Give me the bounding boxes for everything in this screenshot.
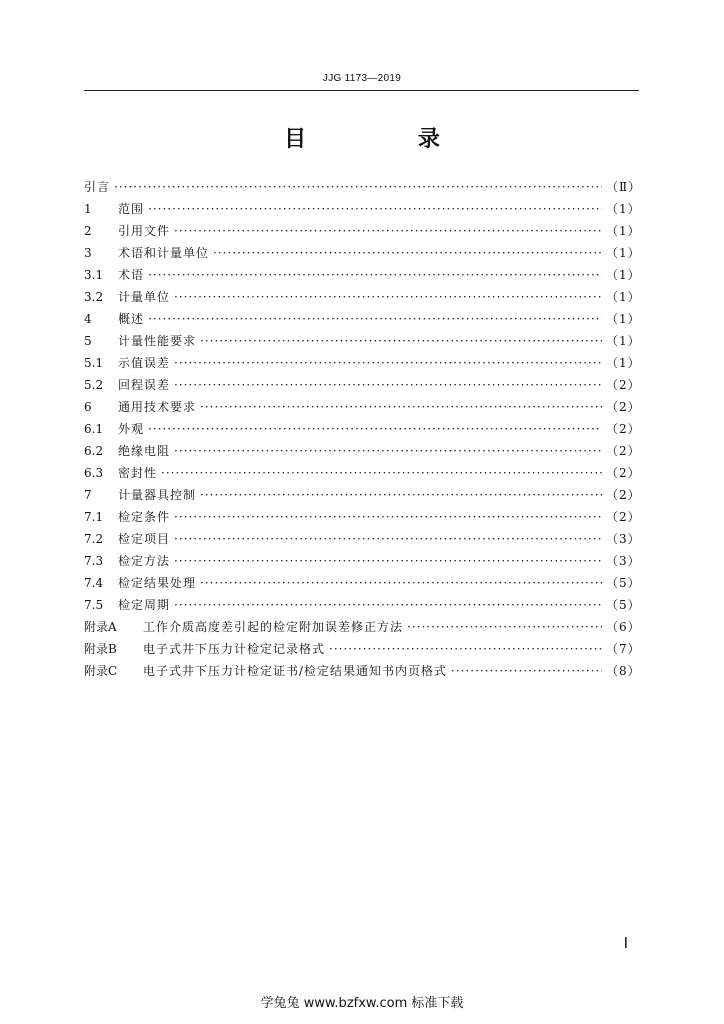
- toc-dot-leader: [174, 374, 602, 396]
- toc-entry-label: 工作介质高度差引起的检定附加误差修正方法: [143, 620, 404, 634]
- toc-entry-number: 7.5: [84, 598, 104, 612]
- toc-entry-number: 6.2: [84, 444, 104, 458]
- toc-entry[interactable]: [84, 176, 642, 198]
- toc-dot-leader: [451, 660, 602, 682]
- toc-entry-page: （1）: [606, 224, 641, 238]
- toc-entry-page: （1）: [606, 268, 641, 282]
- toc-entry-label: 引用文件: [118, 224, 171, 238]
- toc-entry-label: 术语: [118, 268, 145, 282]
- toc-dot-leader: [174, 440, 602, 462]
- toc-entry[interactable]: [84, 462, 639, 484]
- toc-entry-page: （3）: [606, 554, 641, 568]
- toc-entry[interactable]: [84, 374, 639, 396]
- toc-entry[interactable]: [84, 286, 639, 308]
- toc-entry-number: 3.1: [84, 268, 104, 282]
- toc-entry-label: 计量单位: [118, 290, 171, 304]
- toc-entry[interactable]: [84, 594, 639, 616]
- toc-entry[interactable]: [84, 352, 639, 374]
- toc-dot-leader: [200, 330, 602, 352]
- toc-entry-page: （2）: [606, 444, 641, 458]
- toc-entry-number: 5.2: [84, 378, 104, 392]
- toc-entry-number: 7: [84, 488, 92, 502]
- toc-entry-label: 密封性: [118, 466, 158, 480]
- toc-entry[interactable]: [84, 330, 639, 352]
- toc-entry[interactable]: [84, 528, 639, 550]
- toc-dot-leader: [148, 264, 602, 286]
- toc-entry[interactable]: [84, 220, 639, 242]
- toc-dot-leader: [148, 308, 602, 330]
- toc-entry-label: 概述: [118, 312, 145, 326]
- toc-entry-label: 检定结果处理: [118, 576, 197, 590]
- toc-entry-label: 外观: [118, 422, 145, 436]
- toc-dot-leader: [174, 528, 602, 550]
- page-number: Ⅰ: [623, 936, 628, 952]
- footer-watermark: 学兔兔 www.bzfxw.com 标准下载: [260, 996, 464, 1011]
- toc-entry-number: 7.1: [84, 510, 104, 524]
- toc-entry[interactable]: [84, 264, 639, 286]
- toc-entry-number: 7.4: [84, 576, 104, 590]
- toc-entry-number: 1: [84, 202, 92, 216]
- toc-entry-label: 计量性能要求: [118, 334, 197, 348]
- toc-entry-page: （1）: [606, 334, 641, 348]
- toc-entry[interactable]: [84, 616, 639, 638]
- toc-entry-number: 6.3: [84, 466, 104, 480]
- toc-entry-label: 检定周期: [118, 598, 171, 612]
- toc-dot-leader: [329, 638, 602, 660]
- toc-dot-leader: [200, 572, 602, 594]
- toc-entry-number: 5.1: [84, 356, 104, 370]
- toc-dot-leader: [200, 396, 602, 418]
- toc-entry-label: 检定条件: [118, 510, 171, 524]
- toc-entry-number: 4: [84, 312, 92, 326]
- toc-entry-label: 引言: [84, 180, 111, 194]
- toc-entry-number: 附录C: [84, 664, 118, 678]
- toc-dot-leader: [174, 286, 602, 308]
- toc-entry-label: 电子式井下压力计检定证书/检定结果通知书内页格式: [143, 664, 448, 678]
- toc-entry-page: （5）: [606, 576, 641, 590]
- toc-entry-label: 计量器具控制: [118, 488, 197, 502]
- toc-entry-label: 范围: [118, 202, 145, 216]
- toc-entry-number: 2: [84, 224, 92, 238]
- toc-dot-leader: [114, 176, 602, 198]
- toc-entry-page: （6）: [606, 620, 641, 634]
- toc-entry[interactable]: [84, 396, 639, 418]
- toc-entry-page: （2）: [606, 488, 641, 502]
- toc-entry-page: （2）: [606, 400, 641, 414]
- toc-entry-page: （7）: [606, 642, 641, 656]
- toc-entry-label: 检定项目: [118, 532, 171, 546]
- toc-entry-number: 3.2: [84, 290, 104, 304]
- toc-entry-label: 电子式井下压力计检定记录格式: [143, 642, 326, 656]
- toc-dot-leader: [161, 462, 602, 484]
- toc-dot-leader: [174, 506, 602, 528]
- page-title: 目 录: [284, 127, 492, 152]
- toc-entry[interactable]: [84, 550, 639, 572]
- toc-entry-number: 7.2: [84, 532, 104, 546]
- toc-dot-leader: [200, 484, 602, 506]
- toc-entry[interactable]: [84, 506, 639, 528]
- toc-entry[interactable]: [84, 242, 639, 264]
- toc-entry[interactable]: [84, 660, 639, 682]
- toc-entry-number: 6: [84, 400, 92, 414]
- toc-entry-label: 通用技术要求: [118, 400, 197, 414]
- toc-entry-page: （1）: [606, 290, 641, 304]
- toc-entry-page: （1）: [606, 356, 641, 370]
- toc-entry[interactable]: [84, 198, 639, 220]
- toc-dot-leader: [407, 616, 602, 638]
- toc-entry[interactable]: [84, 308, 639, 330]
- table-of-contents: [84, 176, 642, 682]
- toc-entry[interactable]: [84, 418, 639, 440]
- toc-entry-label: 示值误差: [118, 356, 171, 370]
- toc-dot-leader: [174, 352, 602, 374]
- toc-entry[interactable]: [84, 440, 639, 462]
- toc-entry-page: （Ⅱ）: [606, 180, 642, 194]
- toc-entry[interactable]: [84, 484, 639, 506]
- toc-entry-number: 附录B: [84, 642, 117, 656]
- toc-entry-number: 6.1: [84, 422, 104, 436]
- toc-entry[interactable]: [84, 572, 639, 594]
- toc-entry[interactable]: [84, 638, 639, 660]
- header-standard-code: JJG 1173—2019: [322, 73, 402, 84]
- toc-dot-leader: [174, 220, 602, 242]
- header-divider: [84, 90, 639, 91]
- toc-entry-page: （3）: [606, 532, 641, 546]
- toc-entry-page: （1）: [606, 312, 641, 326]
- toc-entry-page: （2）: [606, 466, 641, 480]
- toc-dot-leader: [213, 242, 602, 264]
- toc-entry-label: 检定方法: [118, 554, 171, 568]
- toc-entry-number: 3: [84, 246, 92, 260]
- toc-dot-leader: [148, 418, 602, 440]
- toc-dot-leader: [174, 594, 602, 616]
- toc-entry-number: 5: [84, 334, 92, 348]
- toc-entry-page: （8）: [606, 664, 641, 678]
- toc-entry-page: （1）: [606, 246, 641, 260]
- toc-entry-page: （2）: [606, 510, 641, 524]
- toc-entry-label: 绝缘电阻: [118, 444, 171, 458]
- toc-entry-label: 术语和计量单位: [118, 246, 210, 260]
- toc-dot-leader: [174, 550, 602, 572]
- toc-entry-page: （5）: [606, 598, 641, 612]
- toc-entry-page: （2）: [606, 378, 641, 392]
- toc-entry-page: （2）: [606, 422, 641, 436]
- toc-entry-number: 7.3: [84, 554, 104, 568]
- toc-entry-label: 回程误差: [118, 378, 171, 392]
- toc-dot-leader: [148, 198, 602, 220]
- toc-entry-page: （1）: [606, 202, 641, 216]
- toc-entry-number: 附录A: [84, 620, 117, 634]
